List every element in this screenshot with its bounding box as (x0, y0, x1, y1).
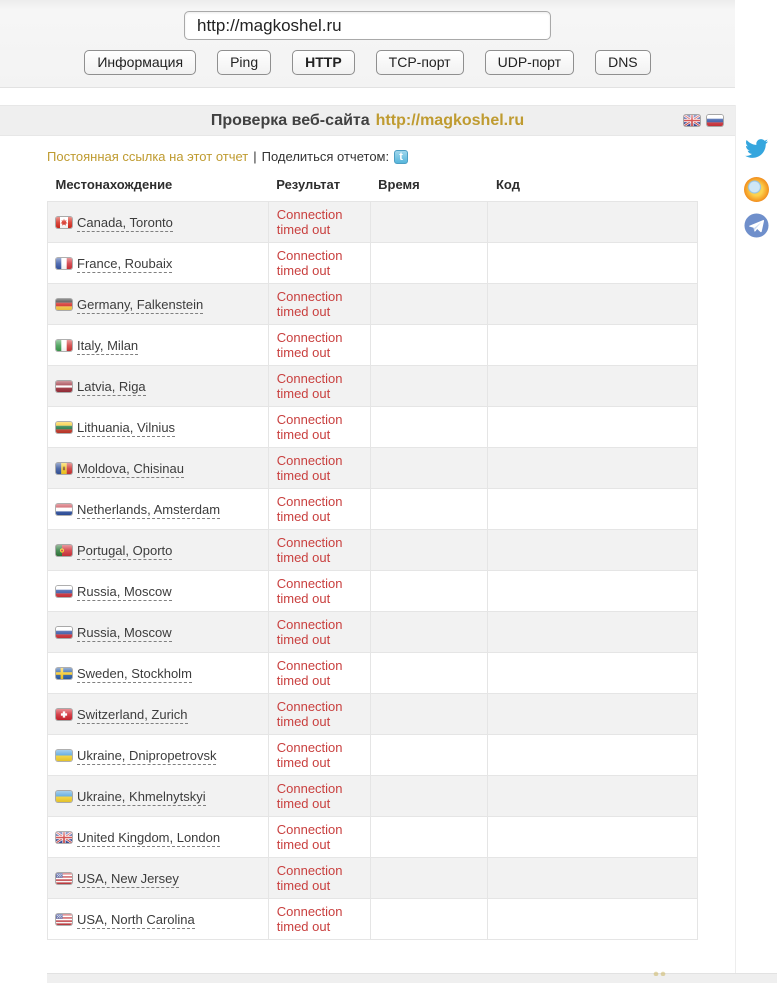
url-input[interactable] (184, 11, 551, 40)
time-cell (370, 571, 488, 612)
result-cell (268, 735, 370, 776)
result-cell (268, 653, 370, 694)
france-flag-icon (56, 258, 72, 269)
ping-button[interactable]: Ping (217, 50, 271, 75)
column-header-time: Время (378, 177, 420, 192)
russia-flag-icon[interactable] (707, 115, 723, 126)
table-row (48, 694, 698, 735)
code-cell (488, 858, 698, 899)
location-link[interactable]: Russia, Moscow (77, 624, 172, 640)
column-header-location: Местонахождение (55, 177, 173, 192)
result-cell (268, 612, 370, 653)
code-cell (488, 735, 698, 776)
result-status: Connection timed out (276, 453, 343, 483)
code-cell (488, 489, 698, 530)
result-cell (268, 243, 370, 284)
table-row (48, 899, 698, 940)
table-row (48, 448, 698, 489)
location-link[interactable]: Russia, Moscow (77, 583, 172, 599)
share-label: Поделиться отчетом: (261, 149, 390, 164)
result-cell (268, 202, 370, 243)
udp-port-button[interactable]: UDP-порт (485, 50, 574, 75)
telegram-icon[interactable] (744, 213, 769, 243)
result-status: Connection timed out (276, 289, 343, 319)
twitter-share-icon[interactable] (394, 150, 408, 164)
result-status: Connection timed out (276, 822, 343, 852)
code-cell (488, 817, 698, 858)
time-cell (370, 243, 488, 284)
time-cell (370, 653, 488, 694)
table-row (48, 776, 698, 817)
time-cell (370, 366, 488, 407)
result-cell (268, 858, 370, 899)
location-cell (48, 899, 269, 940)
latvia-flag-icon (56, 381, 72, 392)
result-status: Connection timed out (276, 699, 343, 729)
ukraine-flag-icon (56, 791, 72, 802)
code-cell (488, 448, 698, 489)
result-status: Connection timed out (276, 412, 343, 442)
time-cell (370, 735, 488, 776)
lithuania-flag-icon (56, 422, 72, 433)
table-row (48, 243, 698, 284)
column-header-code: Код (495, 177, 520, 192)
code-cell (488, 325, 698, 366)
dns-button[interactable]: DNS (595, 50, 651, 75)
tcp-port-button[interactable]: TCP-порт (376, 50, 464, 75)
switzerland-flag-icon (56, 709, 72, 720)
location-link[interactable]: Lithuania, Vilnius (77, 419, 176, 435)
result-status: Connection timed out (276, 781, 343, 811)
report-title: Проверка веб-сайта (210, 111, 370, 129)
time-cell (370, 448, 488, 489)
result-status: Connection timed out (276, 330, 343, 360)
table-row (48, 612, 698, 653)
location-link[interactable]: Sweden, Stockholm (77, 665, 192, 681)
location-link[interactable]: Canada, Toronto (77, 214, 173, 230)
divider-text: | (253, 149, 257, 164)
time-cell (370, 858, 488, 899)
time-cell (370, 325, 488, 366)
check-type-buttons (84, 50, 650, 75)
location-cell (48, 448, 269, 489)
result-cell (268, 284, 370, 325)
netherlands-flag-icon (56, 504, 72, 515)
report-container (0, 105, 736, 983)
table-row (48, 653, 698, 694)
result-status: Connection timed out (276, 535, 343, 565)
clipped-footer-text (652, 969, 668, 976)
location-cell (48, 284, 269, 325)
moldova-flag-icon (56, 463, 72, 474)
time-cell (370, 694, 488, 735)
code-cell (488, 407, 698, 448)
time-cell (370, 899, 488, 940)
sweden-flag-icon (56, 668, 72, 679)
russia-flag-icon (56, 627, 72, 638)
result-status: Connection timed out (276, 904, 343, 934)
location-link[interactable]: Portugal, Oporto (77, 542, 173, 558)
location-cell (48, 489, 269, 530)
location-cell (48, 776, 269, 817)
code-cell (488, 202, 698, 243)
portugal-flag-icon (56, 545, 72, 556)
usa-flag-icon (56, 873, 72, 884)
location-cell (48, 817, 269, 858)
results-table-body (48, 202, 698, 940)
table-row (48, 735, 698, 776)
location-cell (48, 694, 269, 735)
location-cell (48, 653, 269, 694)
result-cell (268, 325, 370, 366)
time-cell (370, 407, 488, 448)
result-cell (268, 530, 370, 571)
location-link[interactable]: Ukraine, Khmelnytskyi (77, 788, 206, 804)
table-row (48, 284, 698, 325)
result-cell (268, 694, 370, 735)
location-cell (48, 530, 269, 571)
code-cell (488, 776, 698, 817)
location-link[interactable]: Netherlands, Amsterdam (77, 501, 221, 517)
result-status: Connection timed out (276, 658, 343, 688)
table-row (48, 530, 698, 571)
code-cell (488, 530, 698, 571)
http-button[interactable]: HTTP (292, 50, 355, 75)
location-cell (48, 571, 269, 612)
location-link[interactable]: Latvia, Riga (77, 378, 146, 394)
table-row (48, 817, 698, 858)
info-button[interactable]: Информация (84, 50, 196, 75)
result-status: Connection timed out (276, 740, 343, 770)
time-cell (370, 284, 488, 325)
location-cell (48, 407, 269, 448)
time-cell (370, 612, 488, 653)
time-cell (370, 489, 488, 530)
ukraine-flag-icon (56, 750, 72, 761)
location-cell (48, 325, 269, 366)
location-link[interactable]: Italy, Milan (77, 337, 139, 353)
permalink-link[interactable]: Постоянная ссылка на этот отчет (47, 149, 249, 164)
time-cell (370, 530, 488, 571)
language-switcher (684, 115, 723, 126)
time-cell (370, 817, 488, 858)
code-cell (488, 366, 698, 407)
canada-flag-icon (56, 217, 72, 228)
result-cell (268, 489, 370, 530)
location-cell (48, 735, 269, 776)
result-status: Connection timed out (276, 371, 343, 401)
time-cell (370, 202, 488, 243)
results-table (47, 174, 698, 940)
share-row (47, 149, 735, 164)
table-row (48, 325, 698, 366)
table-row (48, 202, 698, 243)
russia-flag-icon (56, 586, 72, 597)
result-cell (268, 899, 370, 940)
code-cell (488, 694, 698, 735)
result-cell (268, 407, 370, 448)
report-header (0, 105, 735, 136)
result-status: Connection timed out (276, 494, 343, 524)
location-link[interactable]: Germany, Falkenstein (77, 296, 204, 312)
code-cell (488, 612, 698, 653)
result-cell (268, 571, 370, 612)
location-link[interactable]: Moldova, Chisinau (77, 460, 184, 476)
table-row (48, 489, 698, 530)
location-link[interactable]: United Kingdom, London (77, 829, 221, 845)
table-row (48, 407, 698, 448)
result-status: Connection timed out (276, 617, 343, 647)
location-cell (48, 243, 269, 284)
usa-flag-icon (56, 914, 72, 925)
code-cell (488, 653, 698, 694)
location-cell (48, 612, 269, 653)
social-sidebar (744, 136, 769, 243)
result-cell (268, 776, 370, 817)
location-link[interactable]: USA, New Jersey (77, 870, 179, 886)
code-cell (488, 571, 698, 612)
result-cell (268, 817, 370, 858)
table-header-row (48, 174, 698, 202)
united-kingdom-flag-icon (56, 832, 72, 843)
result-status: Connection timed out (276, 576, 343, 606)
location-link[interactable]: Ukraine, Dnipropetrovsk (77, 747, 217, 763)
check-form-panel (0, 0, 735, 88)
table-row (48, 366, 698, 407)
report-title-url-link[interactable]: http://magkoshel.ru (375, 111, 525, 129)
twitter-icon[interactable] (744, 136, 769, 166)
code-cell (488, 243, 698, 284)
result-cell (268, 366, 370, 407)
code-cell (488, 284, 698, 325)
column-header-result: Результат (276, 177, 341, 192)
location-cell (48, 202, 269, 243)
result-status: Connection timed out (276, 207, 343, 237)
location-cell (48, 858, 269, 899)
location-link[interactable]: France, Roubaix (77, 255, 173, 271)
result-status: Connection timed out (276, 248, 343, 278)
time-cell (370, 776, 488, 817)
code-cell (488, 899, 698, 940)
table-row (48, 858, 698, 899)
united-kingdom-flag-icon[interactable] (684, 115, 700, 126)
location-cell (48, 366, 269, 407)
germany-flag-icon (56, 299, 72, 310)
result-status: Connection timed out (276, 863, 343, 893)
table-row (48, 571, 698, 612)
location-link[interactable]: USA, North Carolina (77, 911, 195, 927)
firefox-icon[interactable] (744, 177, 769, 202)
location-link[interactable]: Switzerland, Zurich (77, 706, 188, 722)
italy-flag-icon (56, 340, 72, 351)
result-cell (268, 448, 370, 489)
report-body (0, 136, 735, 983)
